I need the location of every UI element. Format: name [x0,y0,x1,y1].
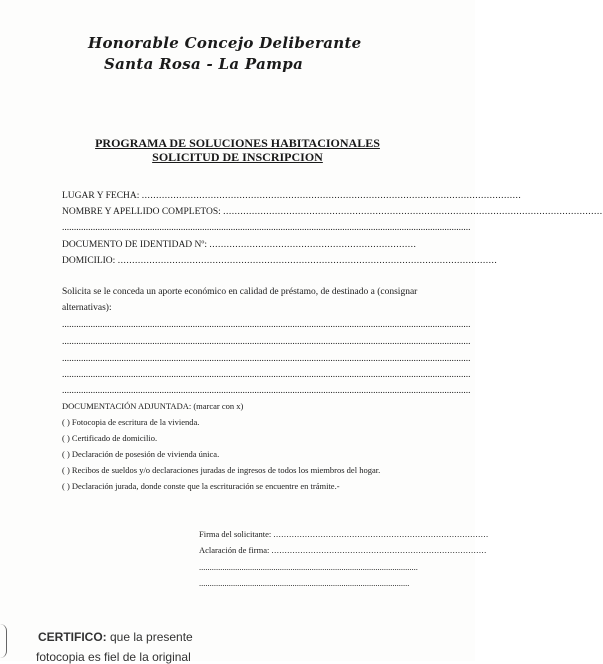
signature-extra-line[interactable]: ....................................................................................................... [199,562,418,572]
doc-item-posesion[interactable]: ( ) Declaración de posesión de vivienda única. [62,449,220,459]
field-nombre-label: NOMBRE Y APELLIDO COMPLETOS: [62,207,221,217]
request-text-2: alternativas): [62,303,112,313]
clarification-label: Aclaración de firma: [199,545,270,555]
request-text-1: Solicita se le conceda un aporte económico en calidad de préstamo, de destinado a (consignar [62,287,418,297]
field-lugar-fecha[interactable] [62,191,522,201]
fill-line: .................................................................................. [273,529,489,539]
certification-label: CERTIFICO: [38,630,107,644]
doc-item-declaracion[interactable]: ( ) Declaración jurada, donde conste que la escrituración se encuentre en trámite.- [62,481,340,491]
fill-line: .................................................................................................................................... [223,207,603,217]
form-subtitle: SOLICITUD DE INSCRIPCION [152,150,323,164]
header-line-1: Honorable Concejo Deliberante [88,34,362,52]
fill-line: .................................................................................................................................... [141,191,522,201]
field-lugar-fecha-label: LUGAR Y FECHA: [62,191,140,201]
fill-line: .................................................................................................................................... [117,256,498,266]
signature-extra-line[interactable]: ................................................................................................... [199,578,410,588]
field-domicilio[interactable] [62,256,498,266]
doc-item-escritura[interactable]: ( ) Fotocopia de escritura de la vivienda. [62,417,200,427]
certification-line-2: fotocopia es fiel de la original [36,650,191,664]
certification-line-1: que la presente [106,630,193,644]
field-domicilio-label: DOMICILIO: [62,256,116,266]
doc-item-certificado[interactable]: ( ) Certificado de domicilio. [62,433,158,443]
documentation-heading: DOCUMENTACIÓN ADJUNTADA: (marcar con x) [62,401,244,411]
signature-field[interactable] [199,529,489,539]
header-line-2: Santa Rosa - La Pampa [104,55,304,73]
field-nombre[interactable] [62,207,603,217]
request-line[interactable]: ............................................................................................................................................................................ [62,370,471,380]
certification-stamp [38,630,193,644]
form-title: PROGRAMA DE SOLUCIONES HABITACIONALES [95,136,380,150]
field-documento-label: DOCUMENTO DE IDENTIDAD Nº: [62,240,207,250]
fill-line: ........................................................................ [209,240,417,250]
request-line[interactable]: ............................................................................................................................................................................ [62,354,471,364]
request-line[interactable]: ............................................................................................................................................................................ [62,320,471,330]
field-nombre-continuation[interactable]: ............................................................................................................................................................................ [62,223,471,233]
margin-mark [0,624,7,658]
clarification-field[interactable] [199,545,487,555]
request-line[interactable]: ............................................................................................................................................................................ [62,337,471,347]
doc-item-recibos[interactable]: ( ) Recibos de sueldos y/o declaraciones juradas de ingresos de todos los miembros del hogar. [62,465,381,475]
fill-line: .................................................................................. [271,545,487,555]
signature-label: Firma del solicitante: [199,529,272,539]
field-documento[interactable] [62,240,417,250]
request-line[interactable]: ............................................................................................................................................................................ [62,386,471,396]
